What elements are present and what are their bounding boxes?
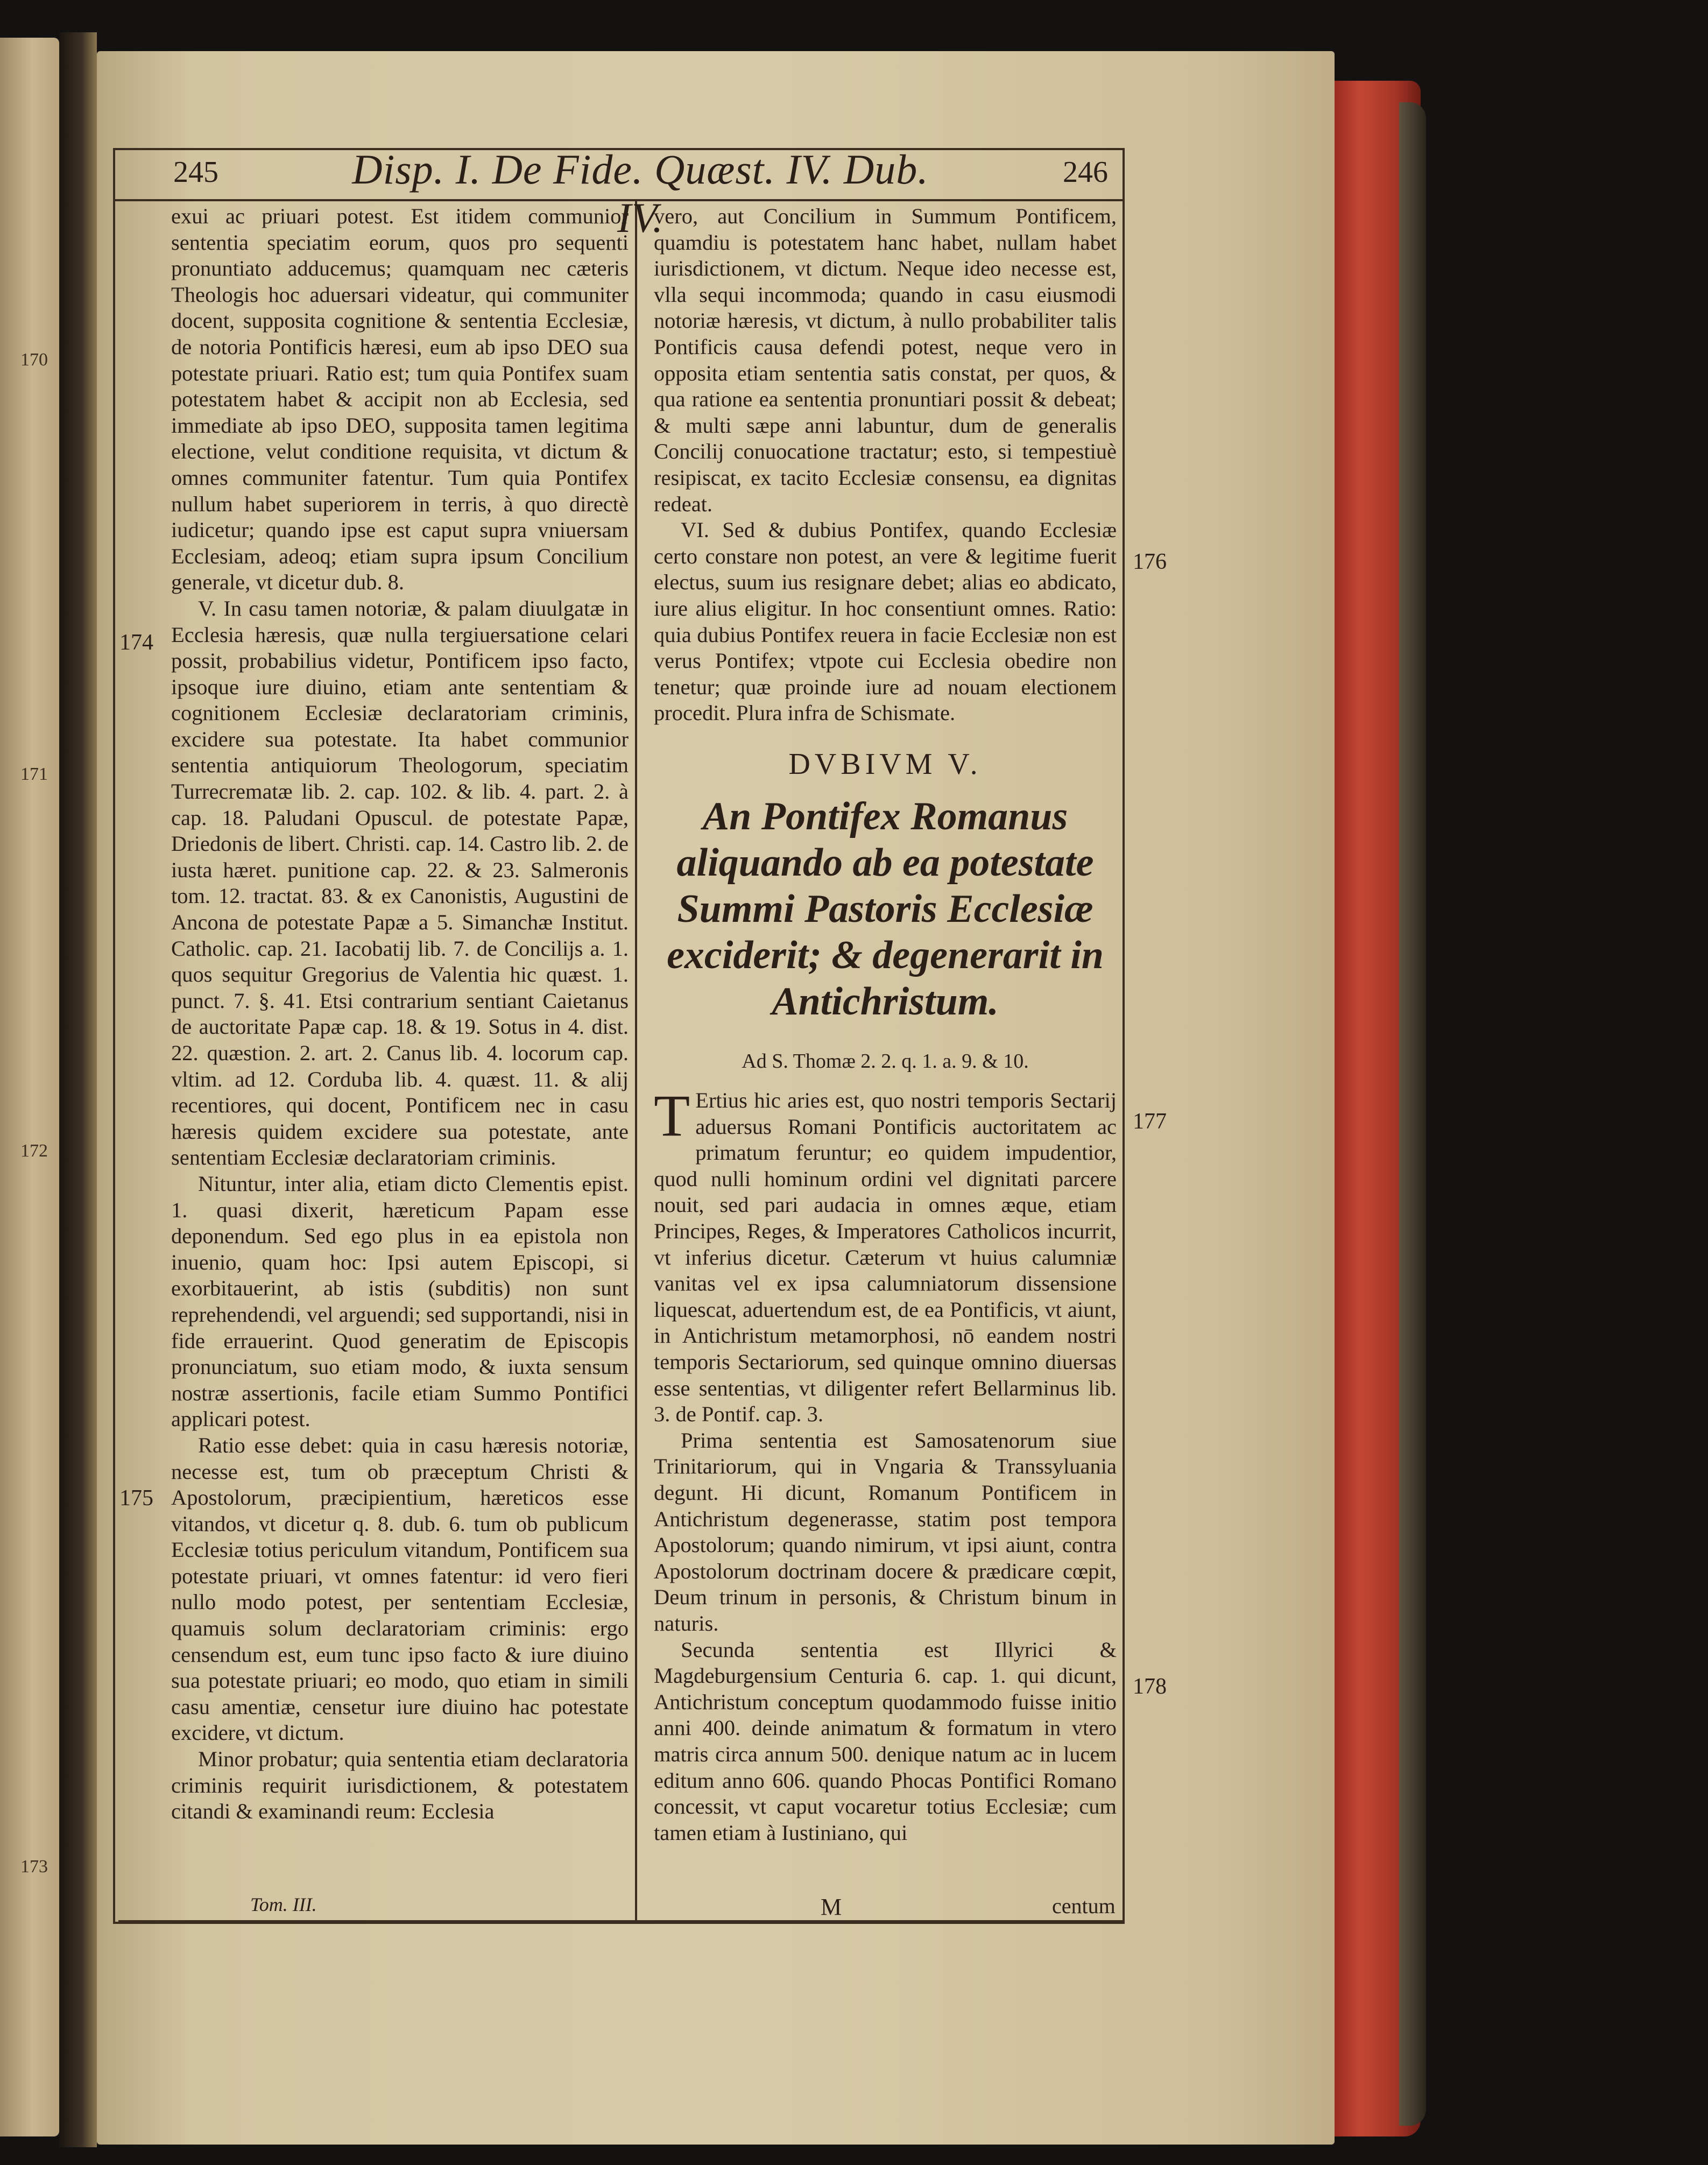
paragraph: exui ac priuari potest. Est itidem communior sententia speciatim eorum, quos pro sequenti pronuntiato adducemus; quamquam nec cæteris Theologis hoc aduersari videatur, qui communiter docent, supposita cognitione & sententia Ecclesiæ, de notoria Pontificis hæresi, eum ab ipso DEO sua potestate priuari. Ratio est; tum quia Pontifex suam potestatem habet & accipit non ab Ecclesia, sed immediate ab ipso DEO, supposita tamen legitima electione, velut conditione requisita, vt dictum & omnes communiter fatentur. Tum quia Pontifex nullum habet superiorem in terris, à quo directè iudicetur; quando ipse est caput supra vniuersam Ecclesiam, adeoq; etiam supra ipsum Concilium generale, vt dicetur dub. 8.: [171, 204, 629, 595]
facing-margin-number: 171: [20, 764, 48, 784]
margin-number: 175: [119, 1486, 153, 1511]
paragraph: Nituntur, inter alia, etiam dicto Clementis epist. 1. quasi dixerit, hæreticum Papam esse deponendum. Sed ego plus in ea epistola non inuenio, quam hoc: Ipsi autem Episcopi, si exorbitauerint, ab istis (subditis) non sunt reprehendendi, vel arguendi; sed supportandi, nisi in fide errauerint. Quod generatim de Episcopis pronunciatum, suo etiam modo, & iuxta sensum nostræ assertionis, facile etiam Summo Pontifici applicari potest.: [171, 1171, 629, 1431]
footer-rule: [118, 1920, 1125, 1922]
running-title: Disp. I. De Fide. Quæst. IV. Dub. IV.: [352, 146, 929, 241]
margin-number: 174: [119, 630, 153, 655]
paragraph: VI. Sed & dubius Pontifex, quando Ecclesiæ certo constare non potest, an vere & legitime fuerit electus, suum ius resignare debet; alias eo abdicato, iure alius eligitur. In hoc consentiunt omnes. Ratio: quia dubius Pontifex reuera in facie Ecclesiæ non est verus Pontifex; vtpote cui Ecclesia obedire non tenetur; quæ proinde iure ad nouam electionem procedit. Plura infra de Schismate.: [654, 518, 1117, 725]
paragraph: [654, 1083, 1117, 1428]
paragraph: Secunda sententia est Illyrici & Magdeburgensium Centuria 6. cap. 1. qui dicunt, Antichristum conceptum quodammodo fuisse initio anni 400. deinde animatum & formatum in vtero matris circa annum 500. denique natum ac in lucem editum anno 606. quando Phocas Pontifici Romano concessit, vt caput vocaretur totius Ecclesiæ; cum tamen etiam à Iustiniano, qui: [654, 1637, 1117, 1845]
left-column: [171, 203, 629, 1825]
catchword: centum: [1052, 1894, 1116, 1918]
paragraph: V. In casu tamen notoriæ, & palam diuulgatæ in Ecclesia hæresis, quæ nulla tergiuersatione celari possit, probabilius videtur, Pontificem ipso facto, ipsoque iure diuino, etiam ante sententiam & cognitionem Ecclesiæ declaratoriam criminis, excidere sua potestate. Ita habet communior sententia antiquiorum Theologorum, speciatim Turrecrematæ lib. 2. cap. 102. & lib. 4. part. 2. à cap. 18. Paludani Opuscul. de potestate Papæ, Driedonis de libert. Christi. cap. 14. Castro lib. 2. de iusta hæret. punitione cap. 22. & 23. Salmeronis tom. 12. tractat. 83. & ex Canonistis, Augustini de Ancona de potestate Papæ a 5. Simanchæ Institut. Catholic. cap. 21. Iacobatij lib. 7. de Concilijs a. 1. quos sequitur Gregorius de Valentia hic quæst. 1. punct. 7. §. 41. Etsi contrarium sentiant Caietanus de auctoritate Papæ cap. 18. & 19. Sotus in 4. dist. 22. quæstion. 2. art. 2. Canus lib. 4. locorum cap. vltim. ad 12. Corduba lib. 4. quæst. 11. & alij recentiores, qui docent, Pontificem nec in casu hæresis quidem excidere sua potestate, ante sententiam Ecclesiæ declaratoriam criminis.: [171, 596, 629, 1170]
paragraph-text: Ertius hic aries est, quo nostri temporis Sectarij aduersus Romani Pontificis auctoritatem ac primatum feruntur; eo quidem impudentior, quod nulli hominum ordini vel dignitati parcere nouit, sed pari audacia in omnes æque, etiam Principes, Reges, & Imperatores Catholicos incurrit, vt inferius dicetur. Cæterum vt huius calumniæ vanitas vel ex ipsa calumniatorum dissensione liquescat, aduertendum est, de ea Pontificis, vt aiunt, in Antichristum metamorphosi, nō eandem nostri temporis Sectariorum, sed quinque omnino diuersas esse sententias, vt diligenter refert Bellarminus lib. 3. de Pontif. cap. 3.: [654, 1088, 1117, 1427]
page-number-left: 245: [173, 156, 218, 189]
margin-number: 177: [1133, 1109, 1167, 1134]
drop-cap: T: [654, 1083, 690, 1149]
right-column: [654, 203, 1117, 1846]
facing-page-edge: [0, 38, 59, 2136]
paragraph: vero, aut Concilium in Summum Pontificem, quamdiu is potestatem hanc habet, nullam habet iurisdictionem, vt dictum. Neque ideo necesse est, vlla sequi incommoda; quando in casu eiusmodi notoriæ hæresis, vt dictum, à nullo probabiliter talis Pontificis causa defendi potest, neque vero in opposita etiam sententia satis constat, per quos, & qua ratione ea sententia pronuntiari possit & debeat; & multi sæpe anni labuntur, dum de generalis Concilij conuocatione tractatur; esto, si tempestiuè resipiscat, ex tacito Ecclesiæ consensu, ea dignitas redeat.: [654, 204, 1117, 516]
signature-mark: M: [821, 1894, 842, 1920]
page-number-right: 246: [1063, 156, 1108, 189]
book-gutter: [59, 32, 97, 2147]
section-heading: DVBIVM V.: [788, 747, 982, 781]
margin-number: 176: [1133, 549, 1167, 574]
section-reference: Ad S. Thomæ 2. 2. q. 1. a. 9. & 10.: [742, 1050, 1029, 1073]
volume-label: Tom. III.: [250, 1894, 317, 1915]
paragraph: Minor probatur; quia sententia etiam declaratoria criminis requirit iurisdictionem, & potestatem citandi & examinandi reum: Ecclesia: [171, 1747, 629, 1824]
paragraph: Prima sententia est Samosatenorum siue Trinitariorum, qui in Vngaria & Transsyluania degunt. Hi dicunt, Romanum Pontificem in Antichristum degenerasse, statim post tempora Apostolorum; quando nimirum, vt ipsi aiunt, contra Apostolorum doctrinam docere & prædicare cœpit, Deum trinum in personis, & Christum binum in naturis.: [654, 1428, 1117, 1635]
column-rule: [635, 199, 637, 1924]
section-title: An Pontifex Romanus aliquando ab ea potestate Summi Pastoris Ecclesiæ exciderit; & degenerarit in Antichristum.: [667, 794, 1104, 1024]
facing-margin-number: 172: [20, 1141, 48, 1161]
paragraph: Ratio esse debet: quia in casu hæresis notoriæ, necesse est, tum ob præceptum Christi & Apostolorum, præcipientium, hæreticos esse vitandos, vt dicetur q. 8. dub. 6. tum ob publicum Ecclesiæ totius periculum vitandum, Pontificem sua potestate priuari, vt omnes fatentur: id vero fieri nullo modo potest, per sententiam Ecclesiæ, quamuis solum declaratoriam criminis: ergo censendum est, eum tunc ipso facto & iure diuino sua potestate priuari; eo modo, quo etiam in simili casu amentiæ, censetur iure diuino hac potestate excidere, vt dictum.: [171, 1433, 629, 1745]
margin-number: 178: [1133, 1674, 1167, 1699]
book-cover-edge: [1399, 102, 1426, 2126]
facing-margin-number: 170: [20, 350, 48, 370]
facing-margin-number: 173: [20, 1857, 48, 1877]
